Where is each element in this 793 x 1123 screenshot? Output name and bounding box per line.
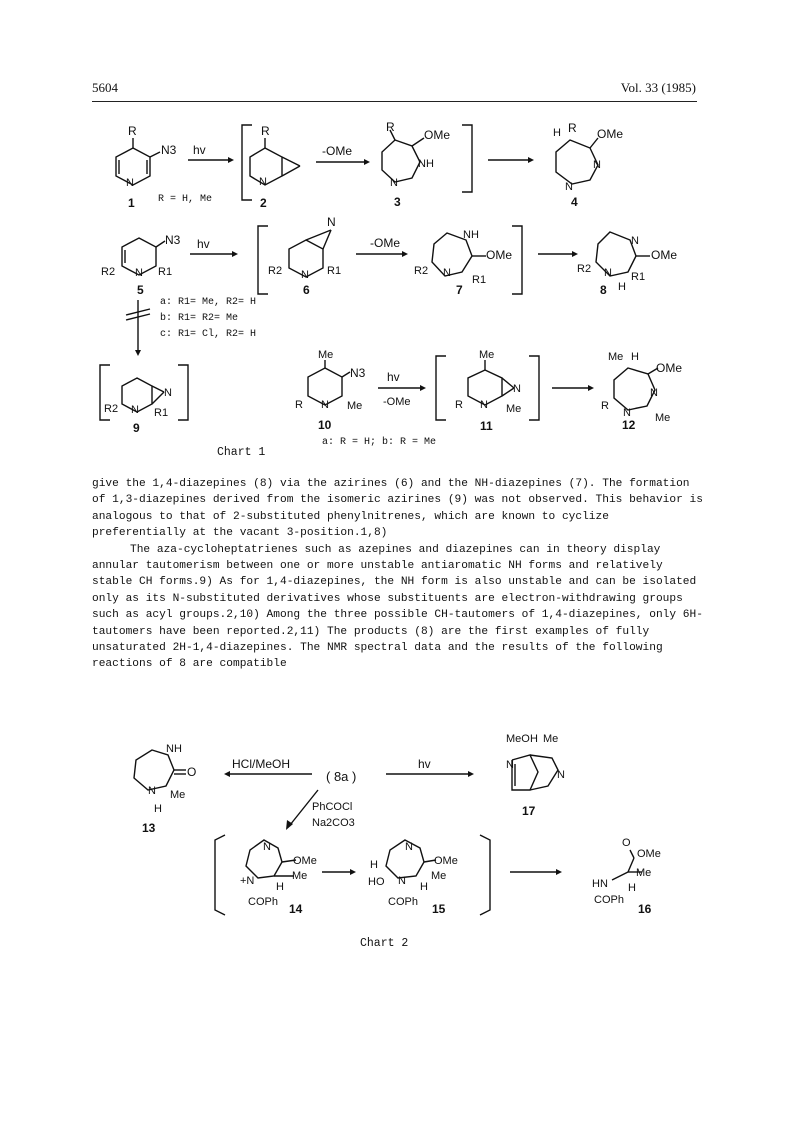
c15-n2-label: N: [398, 875, 406, 887]
c4-r-label: R: [568, 121, 577, 135]
compound-5-structure: [101, 233, 181, 297]
c12-me-label: Me: [608, 351, 624, 363]
c6-r1-label: R1: [327, 265, 342, 277]
c8-h-label: H: [618, 281, 626, 293]
c17-n-label: N: [506, 759, 514, 771]
c14-me-label: Me: [292, 870, 308, 882]
compound-2-structure: [250, 124, 300, 210]
volume-info: Vol. 33 (1985): [620, 80, 696, 95]
reagent-phcocl: PhCOCl: [312, 801, 353, 813]
c15-h2-label: H: [420, 881, 428, 893]
compound-7-structure: [414, 229, 512, 297]
c14-h-label: H: [276, 881, 284, 893]
c5-n3-label: N3: [165, 233, 181, 247]
compound-8-structure: [577, 232, 677, 297]
c3-nh-label: NH: [418, 158, 434, 170]
c17-n2-label: N: [557, 769, 565, 781]
c1-n-label: N: [126, 177, 134, 189]
c3-n-label: N: [390, 177, 398, 189]
c3-r-label: R: [386, 120, 395, 134]
c12-n-label: N: [650, 387, 658, 399]
compound-4-number: 4: [571, 195, 578, 209]
arrow-to-13: [224, 757, 312, 777]
c3-ome-label: OMe: [424, 128, 451, 142]
c13-me-label: Me: [170, 789, 186, 801]
compound-6-structure: [268, 215, 341, 297]
compound-11-number: 11: [480, 419, 493, 433]
compound-11-structure: [455, 349, 521, 433]
c10-r-label: R: [295, 399, 303, 411]
compound-14-number: 14: [289, 902, 303, 916]
arrow-7-to-8: [538, 251, 578, 257]
c16-hn-label: HN: [592, 878, 608, 890]
compound-8-number: 8: [600, 283, 607, 297]
c13-nh-label: NH: [166, 743, 182, 755]
arrow-hv-ome-3: [378, 370, 426, 408]
compound-2-number: 2: [260, 196, 267, 210]
compound-3-number: 3: [394, 195, 401, 209]
reagent-hv-chart2: hv: [418, 757, 431, 771]
c16-coph-label: COPh: [594, 894, 624, 906]
compound-7-number: 7: [456, 283, 463, 297]
chart2-caption: Chart 2: [360, 937, 409, 950]
c9-r1-label: R1: [154, 407, 169, 419]
substituent-a: a: R1= Me, R2= H: [160, 297, 257, 308]
arrow-to-16: [510, 869, 562, 875]
c17-h-label: H: [530, 733, 538, 745]
c15-me-label: Me: [431, 870, 447, 882]
compound-1-number: 1: [128, 196, 135, 210]
c8-n2-label: N: [604, 267, 612, 279]
c14-coph-label: COPh: [248, 896, 278, 908]
compound-1-structure: [116, 124, 212, 210]
c5-n-label: N: [135, 267, 143, 279]
c9-r2-label: R2: [104, 403, 119, 415]
compound-9-structure: [104, 378, 172, 435]
c13-n-label: N: [148, 785, 156, 797]
c10-me-label: Me: [347, 400, 363, 412]
hv-label-3: hv: [387, 370, 400, 384]
c11-me-label: Me: [506, 403, 522, 415]
ome-reagent-2: -OMe: [370, 236, 400, 250]
c13-o-label: O: [187, 765, 197, 779]
reagent-hcl-meoh: HCl/MeOH: [232, 757, 291, 771]
c8-r2-label: R2: [577, 263, 592, 275]
arrow-11-to-12: [552, 385, 594, 391]
paragraph-1: give the 1,4-diazepines (8) via the azirines (6) and the NH-diazepines (7). The formation of 1,3-diazepines derived from the isomeric azirines (9) was not observed. This behavior is analogous to that of 2-substituted phenylnitrenes, which are known to cyclize preferentially at the vacant 3-position.1,8): [92, 478, 703, 540]
c7-n-label: N: [443, 267, 451, 279]
c4-h-label: H: [553, 127, 561, 139]
compound-13-structure: [134, 743, 196, 835]
c6-n-label: N: [301, 269, 309, 281]
c8-r1-label: R1: [631, 271, 646, 283]
c4-ome-label: OMe: [597, 127, 624, 141]
compound-10-number: 10: [318, 418, 332, 432]
c5-r1-label: R1: [158, 266, 173, 278]
chart1-caption: Chart 1: [217, 446, 266, 459]
paragraph-2: The aza-cycloheptatrienes such as azepines and diazepines can in theory display annular tautomerism between one or more unstable antiaromatic NH forms and relatively stable CH forms.9) As for 1,4-diazepines, the NH form is also unstable and can be isolated only as its N-substituted derivatives whose substituents are electron-withdrawing groups such as acyl groups.2,10) Among the three possible CH-tautomers of 1,4-diazepines, only 6H-tautomers have been reported.2,11) The products (8) are the first examples of fully unsaturated 2H-1,4-diazepines. The NMR spectral data and the results of the following reactions of 8 are compatible: [92, 543, 703, 671]
substituent-b: b: R1= R2= Me: [160, 313, 239, 324]
c16-ome-label: OMe: [637, 848, 661, 860]
c7-r1-label: R1: [472, 274, 487, 286]
compound-16-structure: [592, 837, 661, 916]
compound-12-structure: [601, 351, 682, 432]
substituent-10: a: R = H; b: R = Me: [322, 437, 437, 448]
c6-r2-label: R2: [268, 265, 283, 277]
c2-n-label: N: [259, 176, 267, 188]
arrow-1-to-4: [488, 157, 534, 163]
chart1-scheme: [0, 0, 793, 470]
arrow-ome-1: [316, 144, 370, 165]
c10-n3-label: N3: [350, 366, 366, 380]
c7-r2-label: R2: [414, 265, 429, 277]
c10-n-label: N: [321, 399, 329, 411]
c15-ho-label: HO: [368, 876, 385, 888]
c14-ome-label: OMe: [293, 855, 317, 867]
c15-coph-label: COPh: [388, 896, 418, 908]
c11-n2-label: N: [480, 399, 488, 411]
compound-3-structure: [382, 120, 450, 209]
c15-h-label: H: [370, 859, 378, 871]
compound-15-number: 15: [432, 902, 446, 916]
c9-n2-label: N: [131, 404, 139, 416]
arrow-to-17: [386, 757, 474, 777]
c6-n-top-label: N: [327, 215, 336, 229]
compound-15-structure: [368, 840, 458, 916]
c1-n3-label: N3: [161, 143, 177, 157]
arrow-hv-1: [188, 143, 234, 163]
compound-13-number: 13: [142, 821, 156, 835]
page-number: 5604: [92, 80, 118, 95]
c7-nh-label: NH: [463, 229, 479, 241]
arrow-hv-2: [190, 237, 238, 257]
hv-label-1: hv: [193, 143, 206, 157]
ome-reagent-1: -OMe: [322, 144, 352, 158]
c12-ome-label: OMe: [656, 361, 683, 375]
c16-o-label: O: [622, 837, 631, 849]
c4-n2-label: N: [565, 181, 573, 193]
c15-n-label: N: [405, 841, 413, 853]
c16-me-label: Me: [636, 867, 652, 879]
compound-10-structure: [295, 349, 366, 432]
compound-6-number: 6: [303, 283, 310, 297]
c4-n-label: N: [593, 159, 601, 171]
center-compound-8a: ( 8a ): [326, 769, 357, 784]
hv-label-2: hv: [197, 237, 210, 251]
compound-4-structure: [553, 121, 623, 209]
compound-12-number: 12: [622, 418, 636, 432]
compound-17-number: 17: [522, 804, 536, 818]
c15-ome-label: OMe: [434, 855, 458, 867]
c14-n-label: N: [263, 841, 271, 853]
compound-9-number: 9: [133, 421, 140, 435]
c7-ome-label: OMe: [486, 248, 513, 262]
substituent-c: c: R1= Cl, R2= H: [160, 329, 257, 340]
c2-r-label: R: [261, 124, 270, 138]
c14-plus-n-label: +N: [240, 875, 255, 887]
body-text: [92, 476, 707, 673]
reagent-na2co3: Na2CO3: [312, 817, 355, 829]
compound-16-number: 16: [638, 902, 652, 916]
blocked-arrow-5-to-9: [126, 300, 150, 356]
arrow-14-to-15: [322, 869, 356, 875]
c17-me-label: Me: [543, 733, 559, 745]
c11-r-label: R: [455, 399, 463, 411]
arrow-to-14: [286, 790, 355, 830]
arrow-ome-2: [356, 236, 408, 257]
c5-r2-label: R2: [101, 266, 116, 278]
c12-me2-label: Me: [655, 412, 671, 424]
c11-me-top-label: Me: [479, 349, 495, 361]
compound-5-number: 5: [137, 283, 144, 297]
c12-h-label: H: [631, 351, 639, 363]
c8-ome-label: OMe: [651, 248, 678, 262]
c13-h-label: H: [154, 803, 162, 815]
c11-n-label: N: [513, 383, 521, 395]
c16-h-label: H: [628, 882, 636, 894]
compound-14-structure: [240, 840, 317, 916]
c12-n2-label: N: [623, 407, 631, 419]
c9-n-label: N: [164, 387, 172, 399]
c17-meo-label: MeO: [506, 733, 530, 745]
c10-me-top-label: Me: [318, 349, 334, 361]
ome-reagent-3: -OMe: [383, 396, 411, 408]
c12-r-label: R: [601, 400, 609, 412]
compound-17-structure: [506, 733, 565, 818]
chart2-scheme: [0, 700, 793, 940]
c1-r-label: R: [128, 124, 137, 138]
r-definition-1: R = H, Me: [158, 194, 213, 205]
c8-n-label: N: [631, 235, 639, 247]
